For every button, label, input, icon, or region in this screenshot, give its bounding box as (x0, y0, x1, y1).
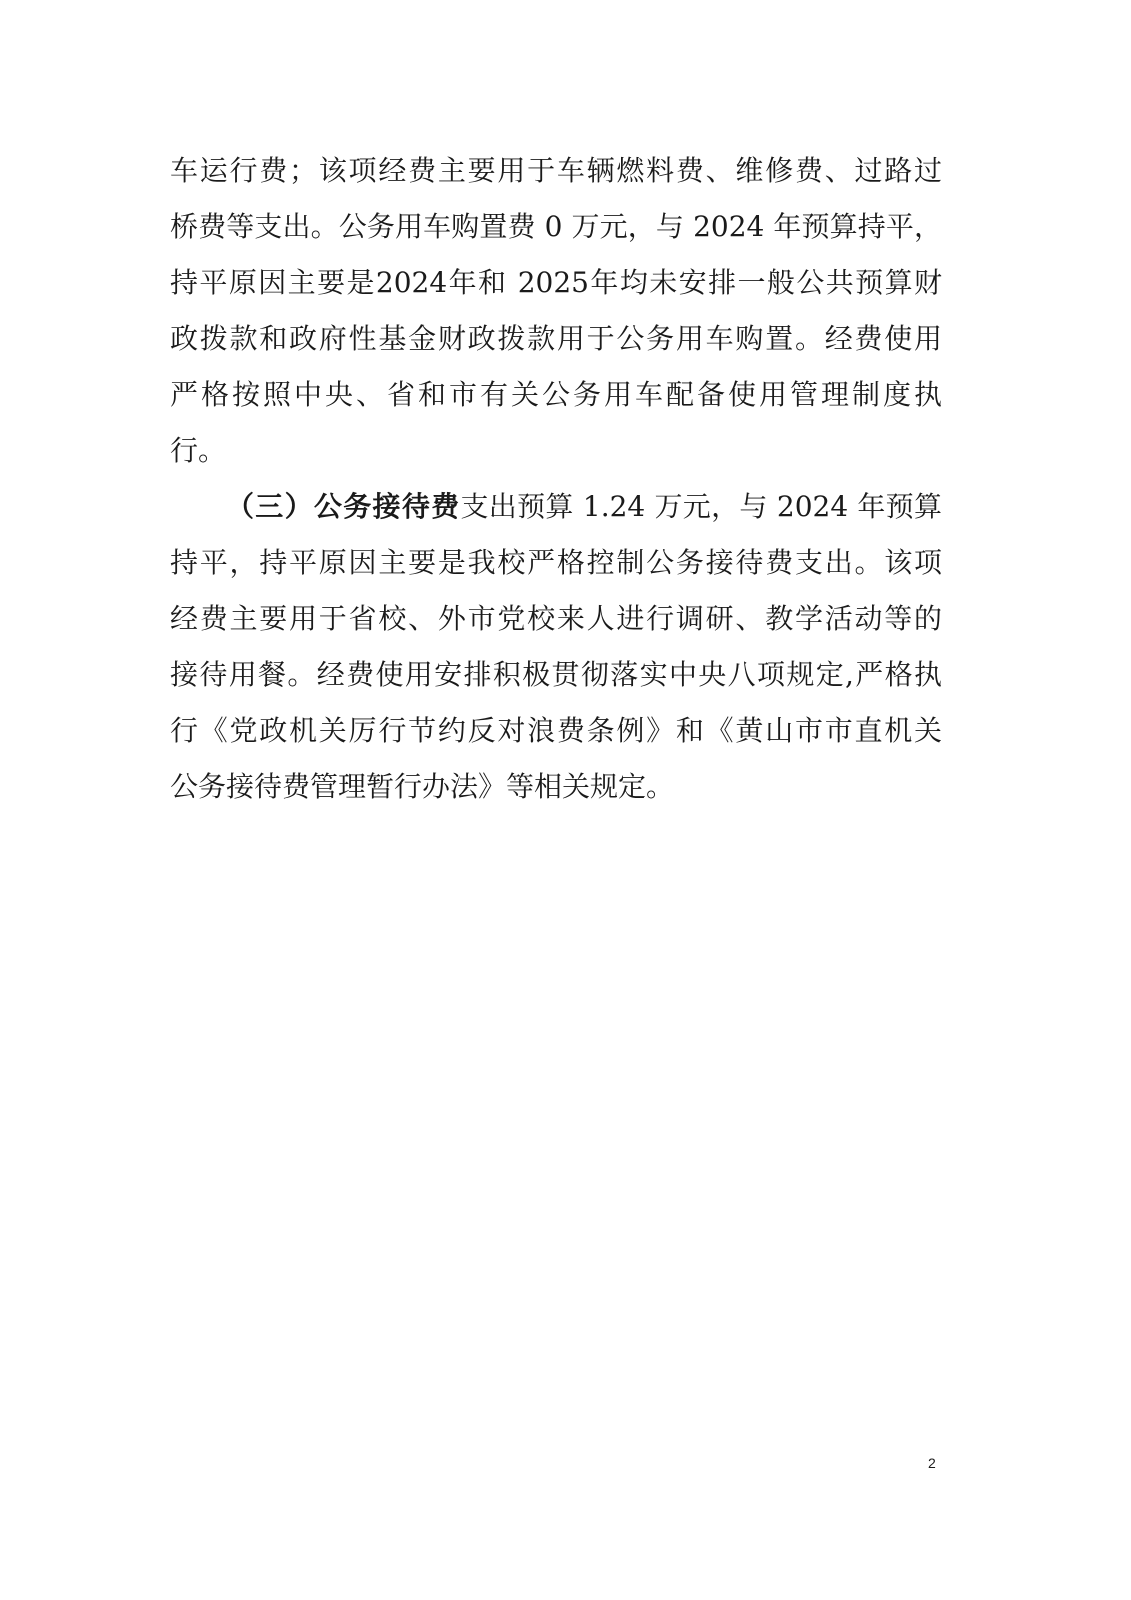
text-line: 桥费等支出。公务用车购置费 0 万元，与 2024 年预算持平， (170, 210, 942, 243)
text-line: 持平，持平原因主要是我校严格控制公务接待费支出。该项 (170, 546, 942, 579)
text-line: 公务接待费管理暂行办法》等相关规定。 (170, 770, 675, 803)
text-line: 持平原因主要是2024年和 2025年均未安排一般公共预算财 (170, 266, 942, 299)
paragraph-vehicle-operation (170, 143, 942, 479)
text-line: 行。 (170, 434, 227, 467)
text-line (170, 479, 942, 535)
text-run: 支出预算 1.24 万元，与 2024 年预算 (460, 490, 942, 523)
text-line: 行《党政机关厉行节约反对浪费条例》和《黄山市市直机关 (170, 714, 942, 747)
body-text (170, 143, 942, 815)
section-heading: （三）公务接待费 (226, 490, 461, 523)
paragraph-reception-expense (170, 479, 942, 815)
text-line: 经费主要用于省校、外市党校来人进行调研、教学活动等的 (170, 602, 942, 635)
page-number: 2 (928, 1455, 936, 1471)
text-line: 车运行费；该项经费主要用于车辆燃料费、维修费、过路过 (170, 154, 942, 187)
text-line: 严格按照中央、省和市有关公务用车配备使用管理制度执 (170, 378, 942, 411)
text-line: 接待用餐。经费使用安排积极贯彻落实中央八项规定,严格执 (170, 658, 942, 691)
text-line: 政拨款和政府性基金财政拨款用于公务用车购置。经费使用 (170, 322, 942, 355)
